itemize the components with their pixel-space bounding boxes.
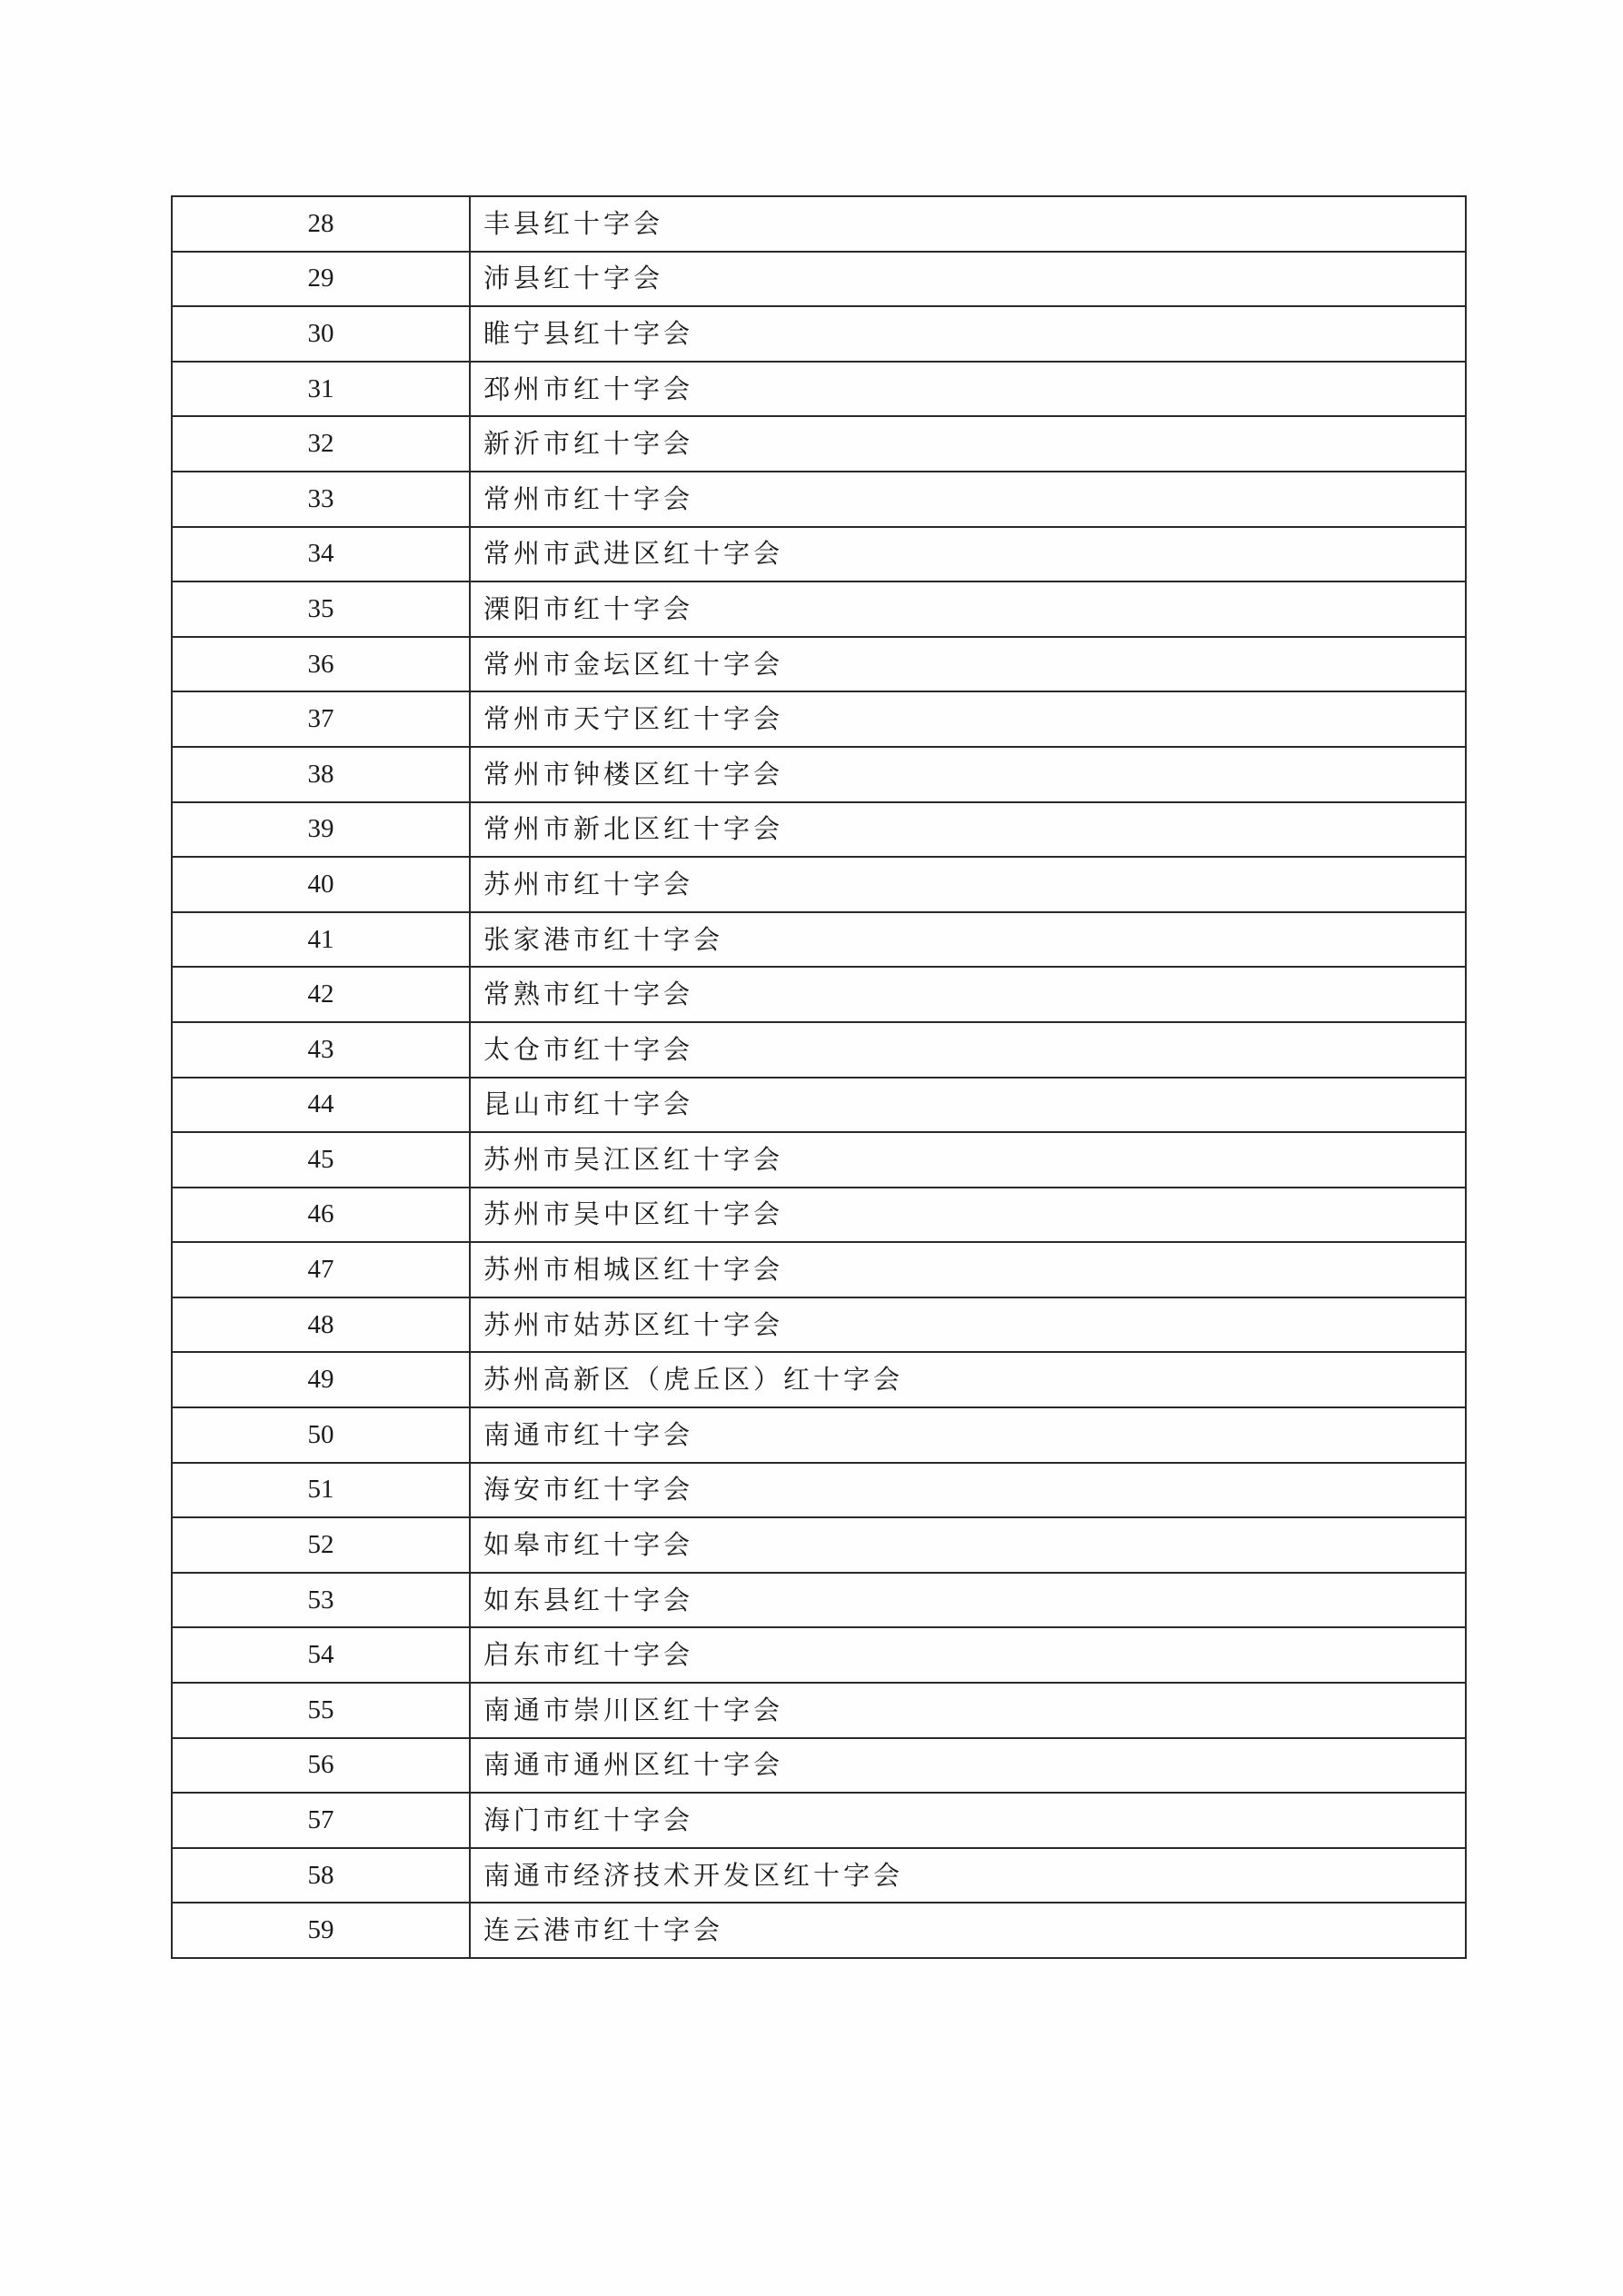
table-row (172, 1627, 1466, 1683)
organization-name: 张家港市红十字会 (470, 912, 1466, 968)
organization-name: 常州市武进区红十字会 (470, 527, 1466, 582)
organization-name: 新沂市红十字会 (470, 416, 1466, 472)
organization-name: 苏州市吴中区红十字会 (470, 1188, 1466, 1243)
row-number: 53 (172, 1573, 470, 1628)
organization-name: 如东县红十字会 (470, 1573, 1466, 1628)
organization-name: 丰县红十字会 (470, 196, 1466, 252)
organization-name: 苏州高新区（虎丘区）红十字会 (470, 1352, 1466, 1407)
row-number: 57 (172, 1793, 470, 1848)
row-number: 36 (172, 637, 470, 692)
table-row (172, 1848, 1466, 1903)
organization-name: 常州市新北区红十字会 (470, 802, 1466, 858)
row-number: 30 (172, 306, 470, 362)
row-number: 54 (172, 1627, 470, 1683)
table-row (172, 857, 1466, 912)
table-row (172, 1463, 1466, 1518)
table-row (172, 912, 1466, 968)
organization-name: 南通市红十字会 (470, 1407, 1466, 1463)
table-row (172, 252, 1466, 307)
table-body (172, 196, 1466, 1958)
row-number: 49 (172, 1352, 470, 1407)
organization-name: 南通市经济技术开发区红十字会 (470, 1848, 1466, 1903)
organization-name: 苏州市相城区红十字会 (470, 1242, 1466, 1297)
organization-name: 苏州市红十字会 (470, 857, 1466, 912)
table-row (172, 527, 1466, 582)
organization-name: 常州市金坛区红十字会 (470, 637, 1466, 692)
organization-name: 苏州市姑苏区红十字会 (470, 1297, 1466, 1353)
organization-name: 太仓市红十字会 (470, 1022, 1466, 1078)
row-number: 59 (172, 1903, 470, 1958)
organization-name: 邳州市红十字会 (470, 362, 1466, 417)
table-row (172, 1407, 1466, 1463)
organization-name: 苏州市吴江区红十字会 (470, 1132, 1466, 1188)
row-number: 44 (172, 1078, 470, 1133)
organization-name: 沛县红十字会 (470, 252, 1466, 307)
row-number: 31 (172, 362, 470, 417)
organization-name: 海安市红十字会 (470, 1463, 1466, 1518)
row-number: 35 (172, 581, 470, 637)
table-row (172, 802, 1466, 858)
row-number: 52 (172, 1517, 470, 1573)
row-number: 43 (172, 1022, 470, 1078)
organization-name: 常州市天宁区红十字会 (470, 691, 1466, 747)
row-number: 58 (172, 1848, 470, 1903)
organization-name: 溧阳市红十字会 (470, 581, 1466, 637)
table-row (172, 306, 1466, 362)
table-row (172, 1738, 1466, 1794)
table-row (172, 1517, 1466, 1573)
table-row (172, 472, 1466, 527)
row-number: 47 (172, 1242, 470, 1297)
row-number: 48 (172, 1297, 470, 1353)
row-number: 40 (172, 857, 470, 912)
row-number: 41 (172, 912, 470, 968)
table-row (172, 967, 1466, 1022)
row-number: 45 (172, 1132, 470, 1188)
organization-name: 昆山市红十字会 (470, 1078, 1466, 1133)
table-row (172, 1903, 1466, 1958)
row-number: 38 (172, 747, 470, 802)
row-number: 33 (172, 472, 470, 527)
table-row (172, 1242, 1466, 1297)
table-row (172, 1297, 1466, 1353)
table-row (172, 1022, 1466, 1078)
table-row (172, 1188, 1466, 1243)
table-row (172, 581, 1466, 637)
table-row (172, 362, 1466, 417)
row-number: 28 (172, 196, 470, 252)
organization-name: 南通市通州区红十字会 (470, 1738, 1466, 1794)
table-row (172, 1573, 1466, 1628)
table-row (172, 637, 1466, 692)
row-number: 29 (172, 252, 470, 307)
row-number: 32 (172, 416, 470, 472)
row-number: 46 (172, 1188, 470, 1243)
row-number: 55 (172, 1683, 470, 1738)
organization-name: 南通市崇川区红十字会 (470, 1683, 1466, 1738)
organization-name: 如皋市红十字会 (470, 1517, 1466, 1573)
table-row (172, 1352, 1466, 1407)
organization-name: 连云港市红十字会 (470, 1903, 1466, 1958)
table-row (172, 416, 1466, 472)
table-row (172, 1683, 1466, 1738)
row-number: 42 (172, 967, 470, 1022)
table-row (172, 691, 1466, 747)
row-number: 37 (172, 691, 470, 747)
row-number: 51 (172, 1463, 470, 1518)
row-number: 34 (172, 527, 470, 582)
table-row (172, 1078, 1466, 1133)
table-row (172, 1793, 1466, 1848)
organization-name: 启东市红十字会 (470, 1627, 1466, 1683)
table-row (172, 196, 1466, 252)
organization-name: 睢宁县红十字会 (470, 306, 1466, 362)
organization-name: 常州市钟楼区红十字会 (470, 747, 1466, 802)
row-number: 39 (172, 802, 470, 858)
organization-table (171, 195, 1467, 1959)
organization-name: 海门市红十字会 (470, 1793, 1466, 1848)
organization-name: 常州市红十字会 (470, 472, 1466, 527)
table-row (172, 1132, 1466, 1188)
table-row (172, 747, 1466, 802)
organization-name: 常熟市红十字会 (470, 967, 1466, 1022)
row-number: 50 (172, 1407, 470, 1463)
row-number: 56 (172, 1738, 470, 1794)
